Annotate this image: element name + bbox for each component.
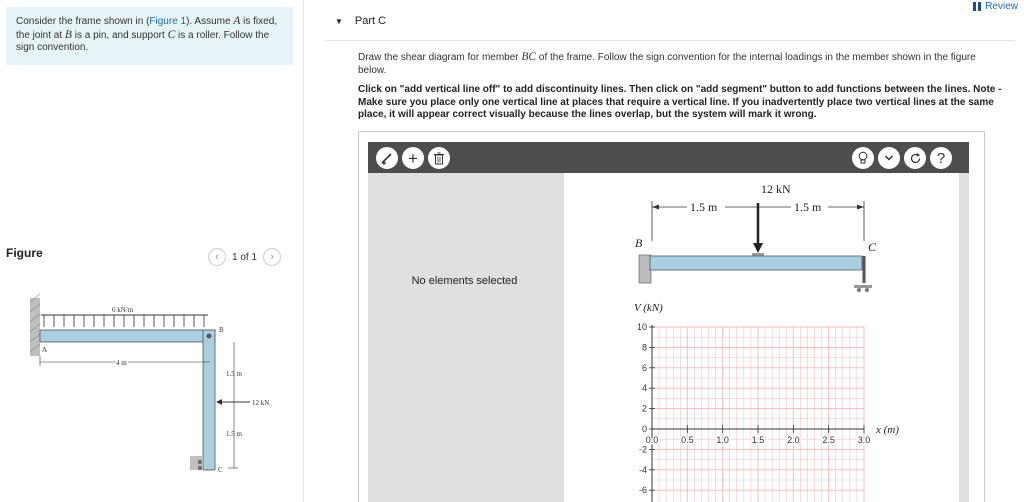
plus-icon: +	[408, 148, 418, 168]
var-b: B	[64, 28, 72, 41]
hint-button[interactable]	[852, 147, 874, 169]
y-tick-label: 10	[636, 322, 647, 332]
problem-text: is fixed, the joint at	[16, 16, 278, 41]
y-tick-label: 2	[641, 403, 647, 414]
distributed-load-arrows	[44, 315, 204, 327]
review-label: Review	[985, 1, 1018, 12]
problem-text: ). Assume	[186, 16, 234, 27]
figure-pager	[208, 248, 281, 266]
pin-support-b	[639, 255, 651, 283]
dist-load-label: 6 kN/m	[112, 306, 134, 314]
reset-icon	[909, 152, 922, 165]
review-link[interactable]	[973, 1, 1018, 12]
instruction-pre: Draw the shear diagram for member	[358, 52, 522, 63]
label-a: A	[42, 346, 48, 354]
prev-figure-button[interactable]: ‹	[208, 248, 226, 266]
shear-diagram-svg[interactable]	[564, 173, 959, 502]
x-tick-label: 3.0	[857, 435, 871, 445]
dim-seg2: 1.5 m	[226, 430, 242, 438]
problem-text: Consider the frame shown in (	[16, 16, 150, 27]
point-load-label: 12 kN	[252, 399, 270, 407]
beam-dim-left: 1.5 m	[690, 200, 718, 214]
part-header[interactable]	[335, 15, 386, 27]
var-c: C	[167, 28, 176, 41]
member-bc	[203, 330, 215, 470]
x-tick-label: 2.0	[787, 435, 800, 445]
bold-instruction-text: Click on "add vertical line off" to add discontinuity lines. Then click on "add segment" button to add functions between the lines. Note - Make sure you place only one vertical line at places that require a vertical line. If you inadvertently place two vertical lines at the same place, it will appear correct visually because the lines overlap, but the system will mark it wrong.	[358, 84, 1002, 121]
delete-button[interactable]	[428, 147, 450, 169]
y-tick-label: 4	[641, 383, 647, 394]
lightbulb-icon	[857, 151, 869, 165]
left-panel	[0, 0, 304, 502]
beam-bc	[650, 256, 862, 270]
part-title: Part C	[354, 15, 387, 27]
dim-seg1: 1.5 m	[226, 370, 242, 378]
add-vertical-line-button[interactable]	[376, 147, 398, 169]
figure-heading: Figure	[6, 246, 43, 260]
drawing-canvas[interactable]	[564, 173, 959, 502]
pin-b	[207, 334, 212, 339]
collapse-triangle-icon: ▼	[335, 16, 343, 26]
canvas-edge	[959, 173, 969, 502]
dim-4m: 4 m	[116, 359, 127, 367]
x-tick-label: 1.0	[716, 435, 729, 445]
beam-end-c: C	[868, 240, 877, 254]
y-tick-label: 0	[641, 424, 647, 434]
y-tick-label: 8	[641, 342, 647, 353]
reset-button[interactable]	[904, 147, 926, 169]
beam-dim-right: 1.5 m	[794, 200, 822, 214]
help-button[interactable]: ?	[930, 147, 952, 169]
add-vertical-line-icon	[380, 151, 394, 165]
label-b: B	[219, 326, 224, 334]
pager-text: 1 of 1	[232, 251, 258, 263]
next-figure-button[interactable]: ›	[263, 248, 281, 266]
member-ab	[40, 330, 215, 342]
chevron-down-icon	[884, 154, 894, 162]
frame-figure[interactable]	[20, 290, 290, 480]
figure-link[interactable]: Figure 1	[149, 16, 187, 27]
x-tick-label: 0.5	[681, 435, 694, 445]
add-segment-button[interactable]	[402, 147, 424, 169]
problem-text: is a pin, and support	[71, 29, 168, 41]
beam-load-label: 12 kN	[761, 182, 791, 196]
review-icon	[973, 2, 981, 11]
chart-grid	[652, 327, 864, 502]
fixed-support-a	[30, 298, 40, 356]
y-axis-label: V (kN)	[634, 302, 663, 314]
x-tick-label: 1.5	[751, 435, 765, 445]
selection-message: No elements selected	[411, 275, 518, 287]
x-axis-label: x (m)	[876, 424, 899, 436]
trash-icon	[433, 152, 445, 165]
member-var: BC	[521, 51, 537, 63]
var-a: A	[233, 15, 241, 27]
label-c: C	[218, 466, 223, 474]
problem-statement	[6, 7, 293, 65]
y-tick-label: -6	[638, 485, 647, 496]
x-tick-label: 0.0	[645, 435, 659, 445]
right-panel	[305, 0, 1024, 502]
y-tick-label: -4	[638, 464, 647, 475]
x-tick-label: 2.5	[822, 435, 835, 445]
options-dropdown-button[interactable]	[878, 147, 900, 169]
problem-text: is a roller. Follow the sign convention.	[16, 29, 270, 53]
selection-panel	[368, 173, 561, 502]
instruction-post: of the frame. Follow the sign convention for the internal loadings in the member shown in the figure below.	[358, 52, 976, 76]
instruction-text	[358, 51, 998, 77]
divider	[325, 40, 1015, 41]
beam-end-b: B	[635, 236, 643, 250]
toolbar	[368, 142, 969, 173]
y-tick-label: -2	[638, 444, 647, 455]
y-tick-label: 6	[641, 362, 647, 373]
